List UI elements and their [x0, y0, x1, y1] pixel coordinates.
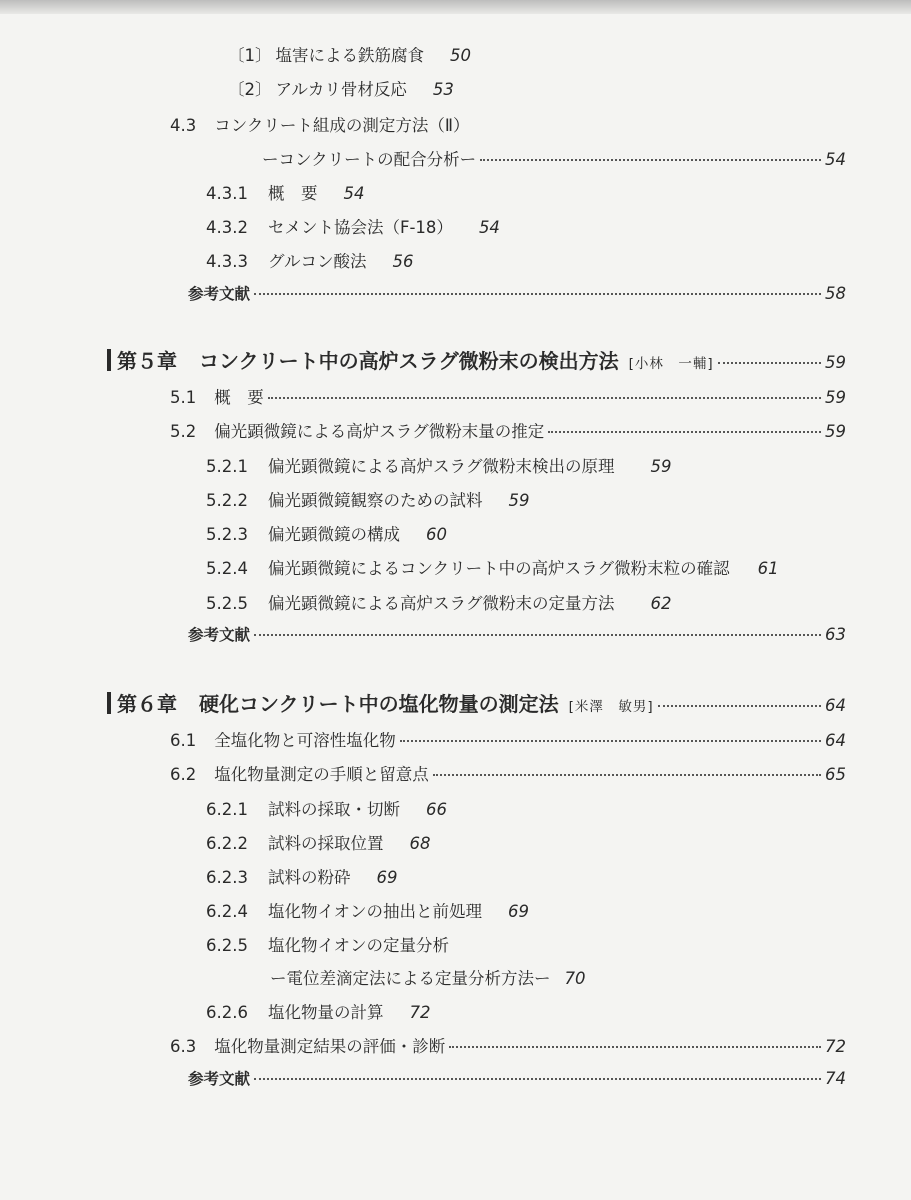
leader-dots — [400, 740, 821, 742]
toc-section — [170, 384, 846, 408]
entry-page: 58 — [825, 284, 846, 303]
subsection-title: セメント協会法（F-18） — [267, 218, 453, 237]
subsection-title: 塩化物量の計算 — [267, 1003, 384, 1022]
entry-title: アルカリ骨材反応 — [275, 80, 407, 99]
entry-page: 72 — [409, 1003, 431, 1022]
entry-page: 54 — [343, 184, 365, 203]
toc-subsection — [206, 555, 779, 579]
section-title: 塩化物量測定結果の評価・診断 — [214, 1037, 446, 1056]
subsection-title: 試料の粉砕 — [267, 868, 351, 887]
subsection-number: 4.3.1 — [206, 184, 248, 203]
entry-page: 68 — [409, 834, 431, 853]
section-title: 全塩化物と可溶性塩化物 — [214, 731, 396, 750]
subsection-number: 6.2.1 — [206, 800, 248, 819]
subsection-title: 偏光顕微鏡によるコンクリート中の高炉スラグ微粉末粒の確認 — [267, 559, 730, 578]
entry-page: 54 — [478, 218, 500, 237]
entry-page: 59 — [650, 457, 672, 476]
leader-dots — [268, 397, 821, 399]
entry-page: 70 — [564, 969, 586, 988]
chapter-author: [米澤 敏男] — [568, 699, 654, 715]
subsection-number: 6.2.6 — [206, 1003, 248, 1022]
subsection-title: 塩化物イオンの抽出と前処理 — [267, 902, 482, 921]
subsection-title: 試料の採取位置 — [267, 834, 384, 853]
subsection-number: 5.2.3 — [206, 525, 248, 544]
entry-page: 64 — [825, 696, 846, 715]
subsection-number: 4.3.3 — [206, 252, 248, 271]
chapter-title: コンクリート中の高炉スラグ微粉末の検出方法 — [199, 349, 619, 373]
entry-page: 62 — [650, 594, 672, 613]
section-title: 偏光顕微鏡による高炉スラグ微粉末量の推定 — [214, 422, 545, 441]
subsection-subtitle: ー電位差滴定法による定量分析方法ー — [270, 969, 551, 988]
entry-page: 72 — [825, 1037, 846, 1056]
subsection-number: 4.3.2 — [206, 218, 248, 237]
toc-subsection — [206, 248, 414, 272]
toc-section-subtitle — [262, 146, 846, 170]
leader-dots — [548, 431, 821, 433]
toc-subsection — [206, 796, 447, 820]
leader-dots — [658, 705, 821, 707]
subsection-title: 偏光顕微鏡の構成 — [267, 525, 400, 544]
toc-subsection — [206, 214, 500, 238]
chapter-number: 第６章 — [117, 692, 177, 716]
toc-subsection — [206, 898, 529, 922]
toc-subsection — [206, 999, 430, 1023]
subsection-number: 6.2.2 — [206, 834, 248, 853]
section-number: 5.2 — [170, 422, 197, 441]
section-number: 4.3 — [170, 116, 197, 135]
toc-section — [170, 418, 846, 442]
toc-subsection — [206, 864, 397, 888]
entry-page: 64 — [825, 731, 846, 750]
entry-title: 塩害による鉄筋腐食 — [275, 46, 424, 65]
subsection-title: 試料の採取・切断 — [267, 800, 400, 819]
entry-page: 59 — [825, 388, 846, 407]
entry-page: 56 — [392, 252, 414, 271]
subsection-title: 偏光顕微鏡観察のための試料 — [267, 491, 483, 510]
subsection-title: 偏光顕微鏡による高炉スラグ微粉末検出の原理 — [267, 457, 615, 476]
chapter-author: [小林 一輔] — [628, 356, 714, 372]
toc-entry — [228, 42, 471, 66]
toc-chapter — [107, 688, 846, 717]
toc-subsection — [206, 590, 671, 614]
section-title: 概 要 — [214, 388, 264, 407]
chapter-number: 第５章 — [117, 349, 177, 373]
subsection-number: 6.2.5 — [206, 936, 248, 955]
section-number: 6.3 — [170, 1037, 197, 1056]
references-label: 参考文献 — [188, 626, 251, 644]
leader-dots — [254, 1078, 821, 1080]
subsection-title: 塩化物イオンの定量分析 — [267, 936, 449, 955]
toc-subsection-subtitle — [270, 965, 586, 989]
entry-page: 69 — [508, 902, 529, 921]
entry-page: 74 — [825, 1069, 846, 1088]
toc-section — [170, 1033, 846, 1057]
entry-page: 60 — [425, 525, 447, 544]
chapter-bar — [107, 349, 111, 371]
leader-dots — [254, 634, 821, 636]
toc-references — [188, 623, 846, 645]
subsection-number: 5.2.1 — [206, 457, 248, 476]
chapter-title: 硬化コンクリート中の塩化物量の測定法 — [199, 692, 559, 716]
leader-dots — [718, 362, 821, 364]
entry-page: 59 — [825, 422, 846, 441]
leader-dots — [254, 293, 821, 295]
chapter-bar — [107, 692, 111, 714]
entry-page: 59 — [825, 353, 846, 372]
toc-chapter — [107, 345, 846, 374]
entry-page: 59 — [508, 491, 530, 510]
entry-page: 69 — [376, 868, 398, 887]
subsection-number: 6.2.4 — [206, 902, 248, 921]
toc-subsection — [206, 932, 449, 956]
section-title: 塩化物量測定の手順と留意点 — [214, 765, 429, 784]
section-subtitle: ーコンクリートの配合分析ー — [262, 150, 477, 169]
entry-page: 65 — [825, 765, 846, 784]
section-number: 6.2 — [170, 765, 197, 784]
subsection-number: 5.2.5 — [206, 594, 248, 613]
entry-page: 54 — [825, 150, 846, 169]
entry-number: 〔2〕 — [228, 80, 272, 99]
section-number: 6.1 — [170, 731, 197, 750]
subsection-number: 5.2.2 — [206, 491, 248, 510]
subsection-number: 6.2.3 — [206, 868, 248, 887]
toc-section — [170, 112, 470, 136]
leader-dots — [433, 774, 821, 776]
entry-page: 66 — [425, 800, 447, 819]
entry-page: 61 — [757, 559, 779, 578]
toc-subsection — [206, 487, 529, 511]
toc-subsection — [206, 830, 430, 854]
entry-page: 63 — [825, 625, 846, 644]
toc-subsection — [206, 521, 447, 545]
entry-number: 〔1〕 — [228, 46, 272, 65]
toc-references — [188, 282, 846, 304]
toc-subsection — [206, 453, 671, 477]
toc-entry — [228, 76, 454, 100]
subsection-number: 5.2.4 — [206, 559, 248, 578]
references-label: 参考文献 — [188, 285, 251, 303]
subsection-title: 偏光顕微鏡による高炉スラグ微粉末の定量方法 — [267, 594, 615, 613]
entry-page: 50 — [450, 46, 471, 65]
references-label: 参考文献 — [188, 1070, 251, 1088]
toc-section — [170, 727, 846, 751]
subsection-title: 概 要 — [267, 184, 318, 203]
subsection-title: グルコン酸法 — [267, 252, 367, 271]
section-title: コンクリート組成の測定方法（Ⅱ） — [214, 116, 470, 135]
toc-references — [188, 1067, 846, 1089]
toc-subsection — [206, 180, 364, 204]
entry-page: 53 — [432, 80, 454, 99]
section-number: 5.1 — [170, 388, 197, 407]
leader-dots — [480, 159, 821, 161]
leader-dots — [449, 1046, 821, 1048]
toc-section — [170, 761, 846, 785]
